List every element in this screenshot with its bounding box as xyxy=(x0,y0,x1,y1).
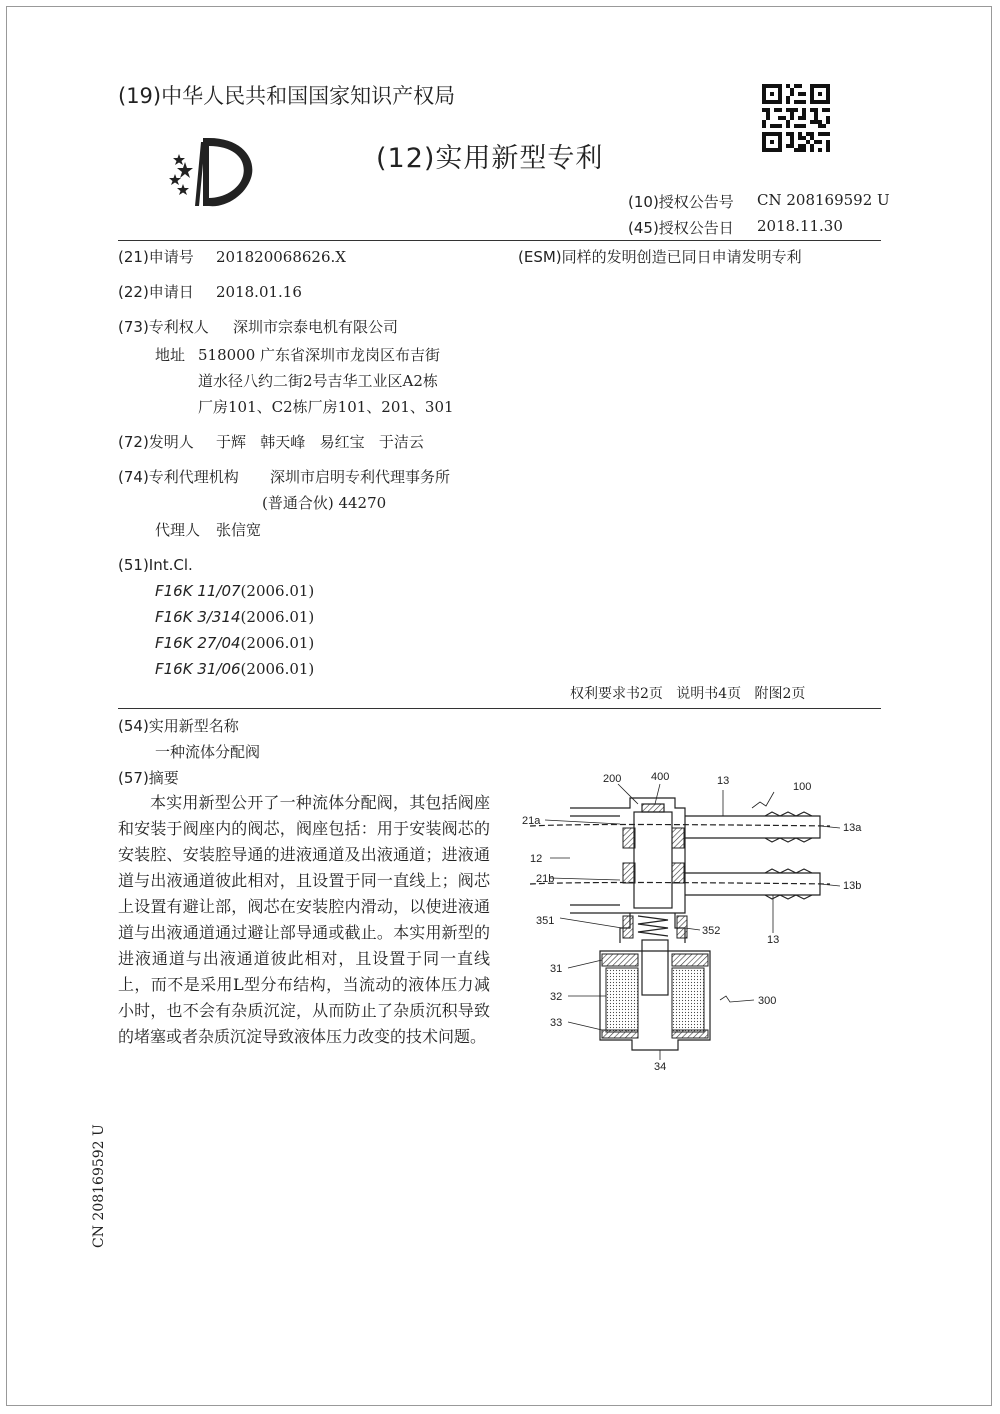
int-cl-entry: F16K 27/04(2006.01) xyxy=(155,634,315,652)
office-name: (19)中华人民共和国国家知识产权局 xyxy=(118,84,456,108)
pub-date: 2018.11.30 xyxy=(757,217,843,235)
patentee: 深圳市宗泰电机有限公司 xyxy=(233,318,399,336)
agency-line: (普通合伙) 44270 xyxy=(262,494,387,512)
inventors-label: (72)发明人 xyxy=(118,433,194,451)
figure-label-13a: 13a xyxy=(843,822,862,834)
side-publication-number: CN 208169592 U xyxy=(91,1124,107,1248)
figure-label-400: 400 xyxy=(651,771,670,783)
figure-label-13: 13 xyxy=(767,934,780,946)
figure-label-21b: 21b xyxy=(536,873,555,885)
app-date-label: (22)申请日 xyxy=(118,283,194,301)
title-label: (54)实用新型名称 xyxy=(118,717,239,735)
figure-label-31: 31 xyxy=(550,963,563,975)
int-cl-entry: F16K 31/06(2006.01) xyxy=(155,660,315,678)
figure-label-352: 352 xyxy=(702,925,721,937)
pub-date-label: (45)授权公告日 xyxy=(628,219,734,237)
document-type: (12)实用新型专利 xyxy=(376,143,604,174)
int-cl-label: (51)Int.Cl. xyxy=(118,556,193,574)
cnipa-logo-icon xyxy=(165,132,260,216)
figure-label-300: 300 xyxy=(758,995,777,1007)
qr-code-icon xyxy=(762,84,830,156)
header-rule xyxy=(118,240,881,241)
int-cl-entry: F16K 3/314(2006.01) xyxy=(155,608,315,626)
figure-label-200: 200 xyxy=(603,773,622,785)
address-line: 厂房101、C2栋厂房101、201、301 xyxy=(198,398,454,416)
app-no: 201820068626.X xyxy=(216,248,346,266)
figure-label-13: 13 xyxy=(717,775,730,787)
figure-label-351: 351 xyxy=(536,915,555,927)
page-border xyxy=(6,6,992,1406)
patentee-label: (73)专利权人 xyxy=(118,318,209,336)
figure-label-33: 33 xyxy=(550,1017,563,1029)
agent-label: 代理人 xyxy=(155,521,201,539)
section-rule xyxy=(118,708,881,709)
agency-label: (74)专利代理机构 xyxy=(118,468,239,486)
address-line: 道水径八约二街2号吉华工业区A2栋 xyxy=(198,372,438,390)
address-label: 地址 xyxy=(155,346,186,364)
agency-line: 深圳市启明专利代理事务所 xyxy=(270,468,451,486)
pub-number: CN 208169592 U xyxy=(757,191,890,209)
inventors: 于辉 韩天峰 易红宝 于洁云 xyxy=(216,433,424,451)
figure-label-13b: 13b xyxy=(843,880,862,892)
app-no-label: (21)申请号 xyxy=(118,248,194,266)
pages-note: 权利要求书2页 说明书4页 附图2页 xyxy=(570,686,806,702)
figure-label-100: 100 xyxy=(793,781,812,793)
abstract-label: (57)摘要 xyxy=(118,769,179,787)
agent: 张信宽 xyxy=(216,521,262,539)
utility-model-title: 一种流体分配阀 xyxy=(155,743,261,761)
figure-label-32: 32 xyxy=(550,991,563,1003)
figure-label-12: 12 xyxy=(530,853,543,865)
app-date: 2018.01.16 xyxy=(216,283,302,301)
pub-number-label: (10)授权公告号 xyxy=(628,193,734,211)
address-line: 518000 广东省深圳市龙岗区布吉街 xyxy=(198,346,441,364)
valve-drawing xyxy=(510,768,890,1082)
figure-label-21a: 21a xyxy=(522,815,541,827)
esm-note: (ESM)同样的发明创造已同日申请发明专利 xyxy=(518,248,802,266)
abstract-text: 本实用新型公开了一种流体分配阀，其包括阀座和安装于阀座内的阀芯，阀座包括：用于安装阀芯的安装腔、安装腔导通的进液通道及出液通道；进液通道与出液通道彼此相对，且设置于同一直线上；阀芯上设置有避让部，阀芯在安装腔内滑动，以使进液通道与出液通道通过避让部导通或截止。本实用新型的进液通道与出液通道彼此相对，且设置于同一直线上，而不是采用L型分布结构，当流动的液体压力减小时，也不会有杂质沉淀，从而防止了杂质沉积导致的堵塞或者杂质沉淀导致液体压力改变的技术问题。 xyxy=(118,793,490,1046)
int-cl-entry: F16K 11/07(2006.01) xyxy=(155,582,315,600)
figure-label-34: 34 xyxy=(654,1061,667,1073)
